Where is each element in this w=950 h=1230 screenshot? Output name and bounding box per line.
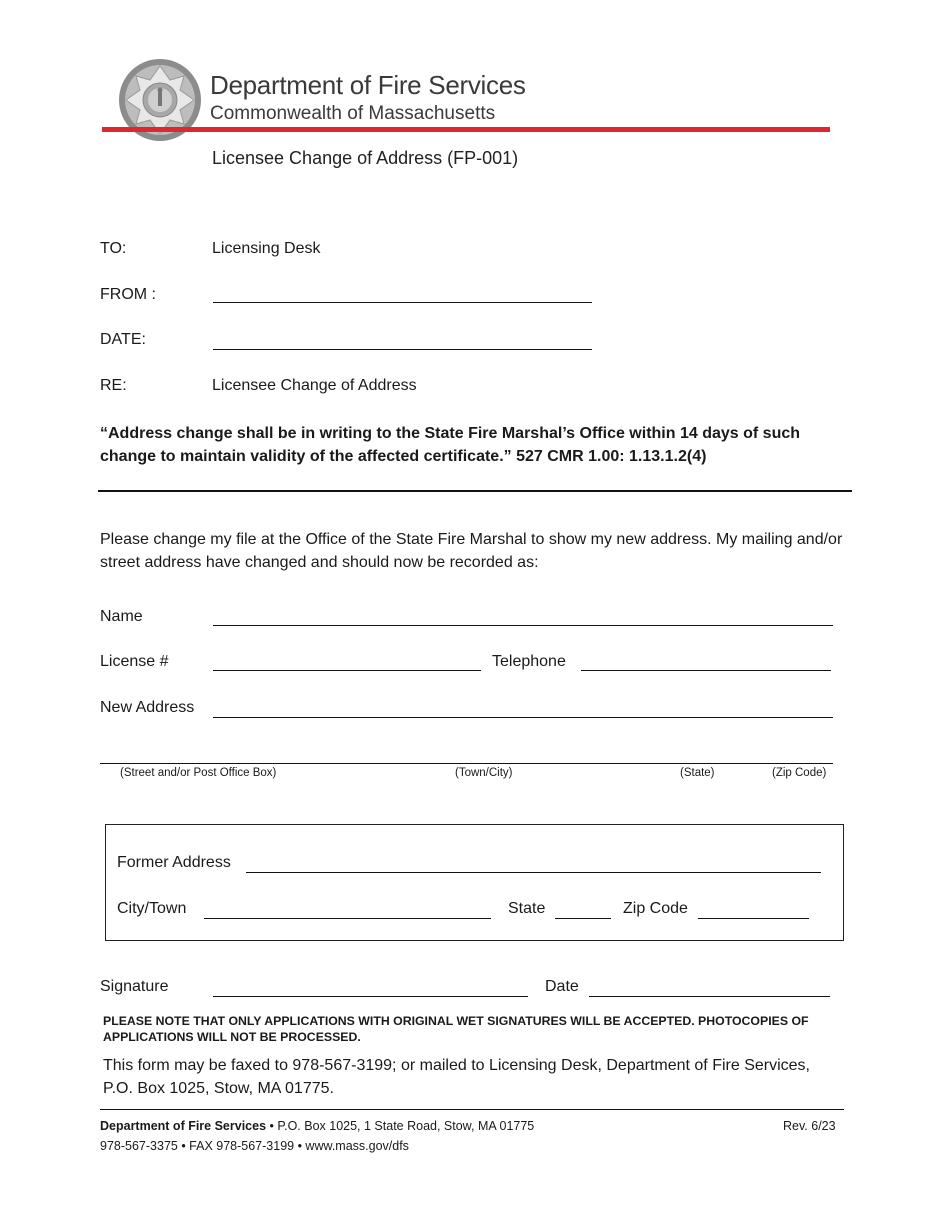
date-field[interactable] — [213, 349, 592, 350]
to-label: TO: — [100, 240, 127, 257]
new-address-field[interactable] — [213, 717, 833, 718]
signature-field[interactable] — [213, 996, 528, 997]
wet-signature-notice: PLEASE NOTE THAT ONLY APPLICATIONS WITH ORIGINAL WET SIGNATURES WILL BE ACCEPTED. PHOTOCOPIES OF APPLICATIONS WILL NOT BE PROCESSED. — [103, 1014, 809, 1044]
former-zip-label: Zip Code — [623, 900, 688, 917]
section-divider — [98, 490, 852, 492]
former-address-label: Former Address — [117, 854, 231, 871]
telephone-label: Telephone — [492, 653, 566, 670]
intro-paragraph: Please change my file at the Office of the State Fire Marshal to show my new address. My mailing and/or street address have changed and should now be recorded as: — [100, 531, 843, 571]
to-value: Licensing Desk — [212, 240, 321, 257]
footer-dept-name: Department of Fire Services — [100, 1119, 267, 1133]
former-state-field[interactable] — [555, 918, 611, 919]
new-address-line2-field[interactable] — [100, 763, 833, 764]
re-value: Licensee Change of Address — [212, 377, 417, 394]
signature-label: Signature — [100, 978, 169, 995]
name-field[interactable] — [213, 625, 833, 626]
caption-street: (Street and/or Post Office Box) — [120, 767, 277, 779]
signature-date-field[interactable] — [589, 996, 830, 997]
telephone-field[interactable] — [581, 670, 831, 671]
city-town-field[interactable] — [204, 918, 491, 919]
from-field[interactable] — [213, 302, 592, 303]
former-state-label: State — [508, 900, 546, 917]
new-address-label: New Address — [100, 699, 195, 716]
revision-label: Rev. 6/23 — [783, 1119, 836, 1133]
signature-date-label: Date — [545, 978, 579, 995]
commonwealth-name: Commonwealth of Massachusetts — [210, 103, 496, 124]
caption-town: (Town/City) — [455, 767, 513, 779]
caption-zip: (Zip Code) — [772, 767, 827, 779]
footer-address: • P.O. Box 1025, 1 State Road, Stow, MA 01775 — [266, 1119, 535, 1133]
footer-address-line — [100, 1119, 534, 1133]
name-label: Name — [100, 608, 143, 625]
fax-mail-instructions: This form may be faxed to 978-567-3199; or mailed to Licensing Desk, Department of Fire Services, P.O. Box 1025, Stow, MA 01775. — [103, 1057, 810, 1097]
former-address-field[interactable] — [246, 872, 821, 873]
former-zip-field[interactable] — [698, 918, 809, 919]
form-title: Licensee Change of Address (FP-001) — [212, 148, 519, 168]
license-label: License # — [100, 653, 169, 670]
date-label: DATE: — [100, 331, 146, 348]
footer-rule — [100, 1109, 844, 1110]
footer-contacts: 978-567-3375 • FAX 978-567-3199 • www.mass.gov/dfs — [100, 1139, 409, 1153]
from-label: FROM : — [100, 286, 156, 303]
department-name: Department of Fire Services — [210, 70, 526, 100]
city-town-label: City/Town — [117, 900, 187, 917]
regulation-quote: “Address change shall be in writing to the State Fire Marshal’s Office within 14 days of such change to maintain validity of the affected certificate.” 527 CMR 1.00: 1.13.1.2(4) — [100, 425, 801, 465]
caption-state: (State) — [680, 767, 715, 779]
license-field[interactable] — [213, 670, 481, 671]
former-address-box — [105, 824, 844, 941]
re-label: RE: — [100, 377, 127, 394]
header-red-rule — [102, 127, 830, 132]
